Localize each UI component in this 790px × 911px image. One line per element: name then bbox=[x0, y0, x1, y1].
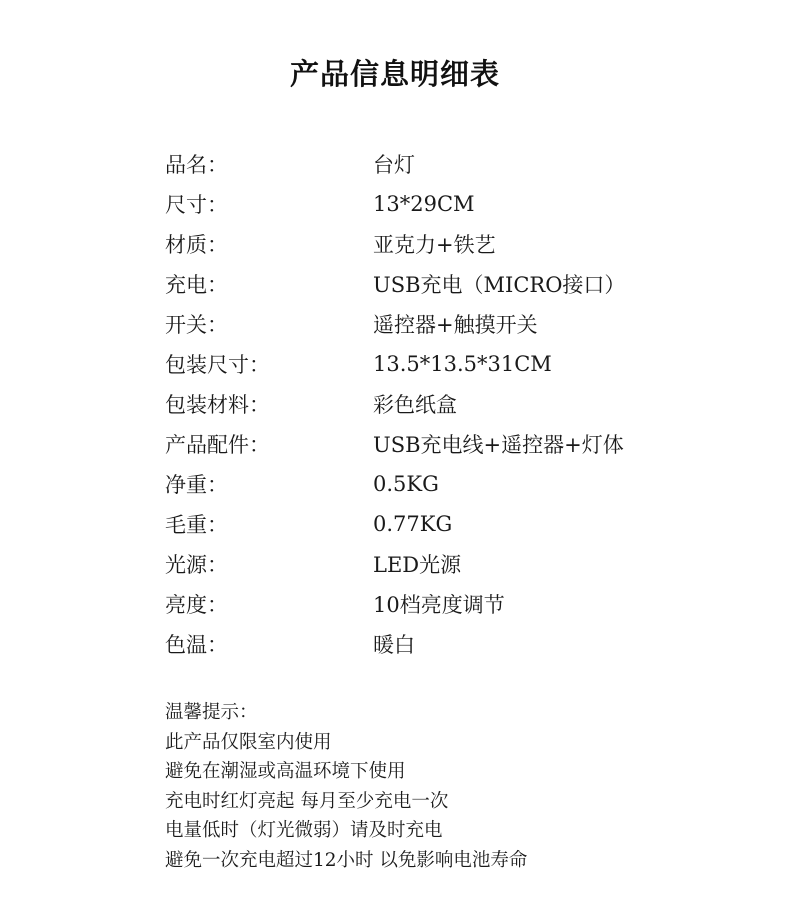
spec-label: 毛重： bbox=[165, 513, 228, 537]
spec-label: 亮度： bbox=[165, 593, 228, 617]
spec-table bbox=[165, 144, 725, 664]
spec-row-material bbox=[165, 224, 725, 264]
spec-row-net-weight bbox=[165, 464, 725, 504]
spec-value: 台灯 bbox=[373, 153, 415, 177]
spec-row-package-material bbox=[165, 384, 725, 424]
spec-value: 0.77KG bbox=[373, 512, 453, 536]
spec-row-package-size bbox=[165, 344, 725, 384]
spec-label: 色温： bbox=[165, 633, 228, 657]
spec-label: 产品配件： bbox=[165, 433, 270, 457]
spec-row-switch bbox=[165, 304, 725, 344]
spec-value: 13.5*13.5*31CM bbox=[373, 352, 552, 376]
spec-label: 尺寸： bbox=[165, 193, 228, 217]
spec-value: 遥控器+触摸开关 bbox=[373, 313, 538, 337]
spec-label: 光源： bbox=[165, 553, 228, 577]
tips-line: 此产品仅限室内使用 bbox=[165, 731, 332, 753]
spec-value: 暖白 bbox=[373, 633, 415, 657]
spec-value: 亚克力+铁艺 bbox=[373, 233, 496, 257]
tips-line: 电量低时（灯光微弱）请及时充电 bbox=[165, 820, 443, 841]
spec-value: 13*29CM bbox=[373, 192, 475, 216]
spec-row-charging bbox=[165, 264, 725, 304]
spec-value: 0.5KG bbox=[373, 472, 439, 496]
spec-label: 开关： bbox=[165, 313, 228, 337]
tips-line: 避免在潮湿或高温环境下使用 bbox=[165, 761, 406, 782]
tips-heading: 温馨提示： bbox=[165, 702, 258, 723]
spec-value: 彩色纸盒 bbox=[373, 393, 457, 417]
tips-section bbox=[165, 698, 725, 875]
spec-value: USB充电线+遥控器+灯体 bbox=[373, 433, 624, 457]
spec-row-accessories bbox=[165, 424, 725, 464]
spec-label: 包装材料： bbox=[165, 393, 270, 417]
tips-line: 避免一次充电超过12小时 以免影响电池寿命 bbox=[165, 849, 528, 871]
tips-line: 充电时红灯亮起 每月至少充电一次 bbox=[165, 790, 449, 812]
spec-row-size bbox=[165, 184, 725, 224]
spec-label: 包装尺寸： bbox=[165, 353, 270, 377]
spec-label: 净重： bbox=[165, 473, 228, 497]
spec-row-color-temperature bbox=[165, 624, 725, 664]
spec-label: 品名： bbox=[165, 153, 228, 177]
spec-row-gross-weight bbox=[165, 504, 725, 544]
spec-value: LED光源 bbox=[373, 553, 462, 577]
spec-value: 10档亮度调节 bbox=[373, 593, 505, 617]
spec-row-light-source bbox=[165, 544, 725, 584]
spec-label: 充电： bbox=[165, 273, 228, 297]
page-title: 产品信息明细表 bbox=[289, 57, 500, 91]
spec-value: USB充电（MICRO接口） bbox=[373, 273, 626, 297]
spec-label: 材质： bbox=[165, 233, 228, 257]
spec-row-brightness bbox=[165, 584, 725, 624]
spec-row-name bbox=[165, 144, 725, 184]
